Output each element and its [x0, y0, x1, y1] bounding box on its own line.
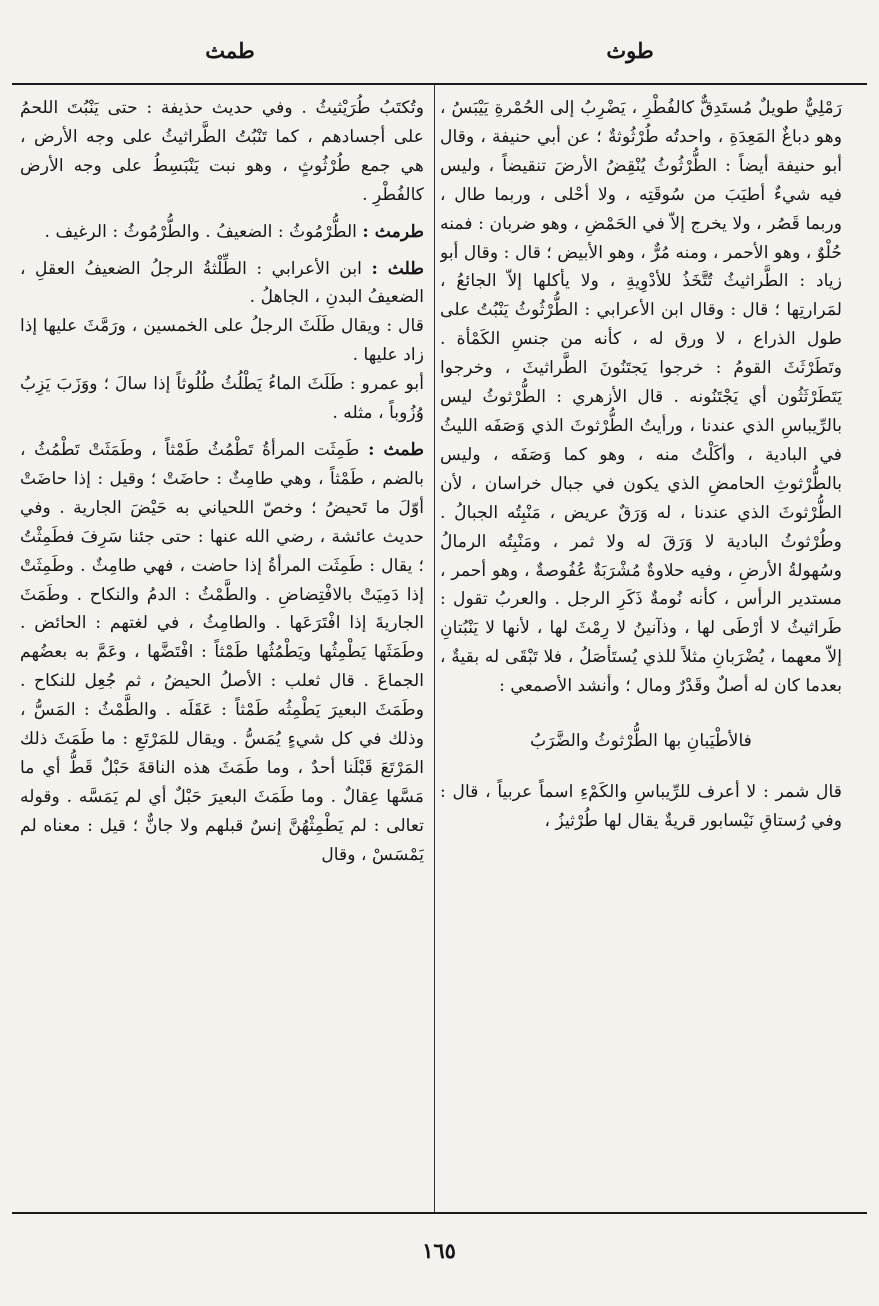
- header-rule: [12, 83, 867, 85]
- entry-tarmath: [20, 218, 424, 247]
- entry-text: الطُّرْمُوثُ : الضعيفُ . والطُّرْمُوثُ : الرغيف .: [44, 221, 357, 242]
- paragraph: رَمْلِيٌّ طويلٌ مُستَدِقٌّ كالفُطْرِ ، يَضْرِبُ إلى الحُمْرةِ يَيْبَسُ ، وهو دباغٌ المَعِدَةِ ، واحدتُه طُرْثُوثةٌ ؛ عن أبي حنيفة ، وقال أبو حنيفة أيضاً : الطُّرْثُوثُ يُنْقِضُ الأرضَ تنقيضاً ، وليس فيه شيءٌ أطيَبَ من سُوقَتِه ، ولا أحْلى ، وربما طال ، وربما قَصُر ، ولا يخرج إلاّ في الحَمْضِ ، وهو ضربان : فمنه حُلْوٌ ، وهو الأحمر ، ومنه مُرٌّ ، وهو الأبيض ؛ قال : وقال أبو زياد : الطَّراثيثُ تُتَّخَذُ للأدْوِيةِ ، ولا يأكلها إلاّ الجائعُ ، لمَرارتِها ؛ قال : وقال ابن الأعرابي : الطُّرْثُوثُ يَنْبُتُ على طول الذراع ، لا ورق له ، كأنه من جنسِ الكَمْأة . وتَطَرْثَثَ القومُ : خرجوا يَجتَنُونَ الطَّراثيثَ ، وخرجوا يَتَطَرْثَثُون أي يَجْتَنُونه . قال الأزهري : الطُّرْثوثُ ليس بالرِّيباسِ الذي عندنا ، ورأيتُ الطُّرْثوثَ الذي وَصَفَه الليثُ في البادية ، وأكَلْتُ منه ، وهو كما وَصَفَه ، وليس بالطُّرْثوثِ الحامضِ الذي يكون في جبال خراسان ، لأن الطُّرْثوثَ الذي عندنا ، له وَرَقٌ عريض ، مَنْبِتُه الجبالُ . وطُرْثوثُ البادية لا وَرَقَ له ولا ثمر ، ومَنْبِتُه الرمالُ وسُهولةُ الأرضِ ، وفيه حلاوةٌ مُشْرَبَةٌ عُفُوصةٌ ، وهو أحمر ، مستدير الرأس ، كأنه نُومةٌ ذَكَرِ الرجل . والعربُ تقول : طَراثيثُ لا أرْطَى لها ، وذآنينُ لا رِمْثَ لها ، لأنها لا يَنْبُتانِ إلاّ معهما ، يُضْرَبانِ مثلاً للذي يُستَأصَلُ ، فلا تَبْقَى له بقيةٌ ، بعدما كان له أصلٌ وقَدْرٌ ومال ؛ وأنشد الأصمعي :: [440, 98, 842, 697]
- entry-tamath: [20, 436, 424, 870]
- entry-text: ابن الأعرابي : الطِّلْثةُ الرجلُ الضعيفُ العقلِ ، الضعيفُ البدنِ ، الجاهلُ .: [20, 258, 424, 308]
- headword: طمث :: [368, 439, 424, 460]
- page-number: ١٦٥: [422, 1238, 456, 1263]
- headword: طرمث :: [362, 221, 424, 242]
- headword: طلث :: [371, 258, 424, 279]
- entry-text: طَمِثَت المرأةُ تَطْمُثُ طَمْثاً ، وطَمَثَتْ تَطْمُثُ ، بالضم ، طَمْثاً ، وهي طامِثٌ : حاضَتْ ؛ وقيل : إذا حاضَتْ أوّلَ ما تَحيضُ ؛ وخصّ اللحياني به حَيْضَ الجارية . وفي حديث عائشة ، رضي الله عنها : حتى جئنا سَرِفَ فطَمِثْتُ ؛ يقال : طَمِثَت المرأةُ إذا حاضت ، فهي طامِثٌ . وطَمِثَتْ إذا دَمِيَتْ بالافْتِضاضِ . والطَّمْثُ : الدمُ والنكاح . وطَمَثَ الجاريةَ إذا افْتَرَعَها . والطامِثُ ، في لغتهم : الحائض . وطَمَثَها يَطْمِثُها ويَطْمُثُها طَمْثاً : افْتَضَّها ، وعَمَّ به بعضُهم الجماعَ . قال ثعلب : الأصلُ الحيضُ ، ثم جُعِل للنكاح . وطَمَثَ البعيرَ يَطْمِثُه طَمْثاً : عَقَلَه . والطَّمْثُ : المَسُّ ، وذلك في كل شيءٍ يُمَسُّ . ويقال للمَرْتَعِ : ما طَمَثَ ذلك المَرْتَعَ قَبْلَنا أحدٌ ، وما طَمَثَ هذه الناقةَ حَبْلٌ قَطُّ أي ما مَسَّها عِقالٌ . وما طَمَثَ البعيرَ حَبْلٌ أي لم يَمَسَّه . وقوله تعالى : لم يَطْمِثْهُنَّ إنسٌ قبلهم ولا جانٌّ ؛ قيل : معناه لم يَمْسَسْ ، وقال: [20, 439, 424, 865]
- paragraph: قال شمر : لا أعرف للرِّيباسِ والكَمْءِ اسماً عربياً ، قال : وفي رُستاقِ نَيْسابور قريةٌ يقال لها طُرْثيزُ ،: [440, 781, 842, 831]
- running-head-right: طوث: [606, 38, 654, 63]
- entry-talath: [20, 255, 424, 313]
- paragraph: أبو عمرو : طَلَثَ الماءُ يَطْلُثُ طُلُوثاً إذا سالَ ؛ ووَزَبَ يَزِبُ وُزُوباً ، مثله .: [20, 374, 424, 424]
- paragraph: قال : ويقال طَلَثَ الرجلُ على الخمسين ، ورَمَّثَ عليها إذا زاد عليها .: [20, 316, 424, 366]
- column-divider: [434, 85, 435, 1212]
- left-column: [20, 94, 424, 1206]
- poem-verse: فالأطْيَبانِ بها الطُّرْثوثُ والضَّرَبُ: [530, 731, 752, 752]
- running-head-left: طمث: [205, 38, 255, 63]
- paragraph: وتُكتَبُ طُرَيْثيثُ . وفي حديث حذيفة : حتى يَنْبُتَ اللحمُ على أجسادهم ، كما تَنْبُتُ الطَّراثيثُ على وجه الأرض ، هي جمع طُرْثُوثٍ ، وهو نبت يَنْبَسِطُ على وجه الأرض كالفُطْرِ .: [20, 98, 424, 205]
- right-column: [440, 94, 842, 1206]
- footer-rule: [12, 1212, 867, 1214]
